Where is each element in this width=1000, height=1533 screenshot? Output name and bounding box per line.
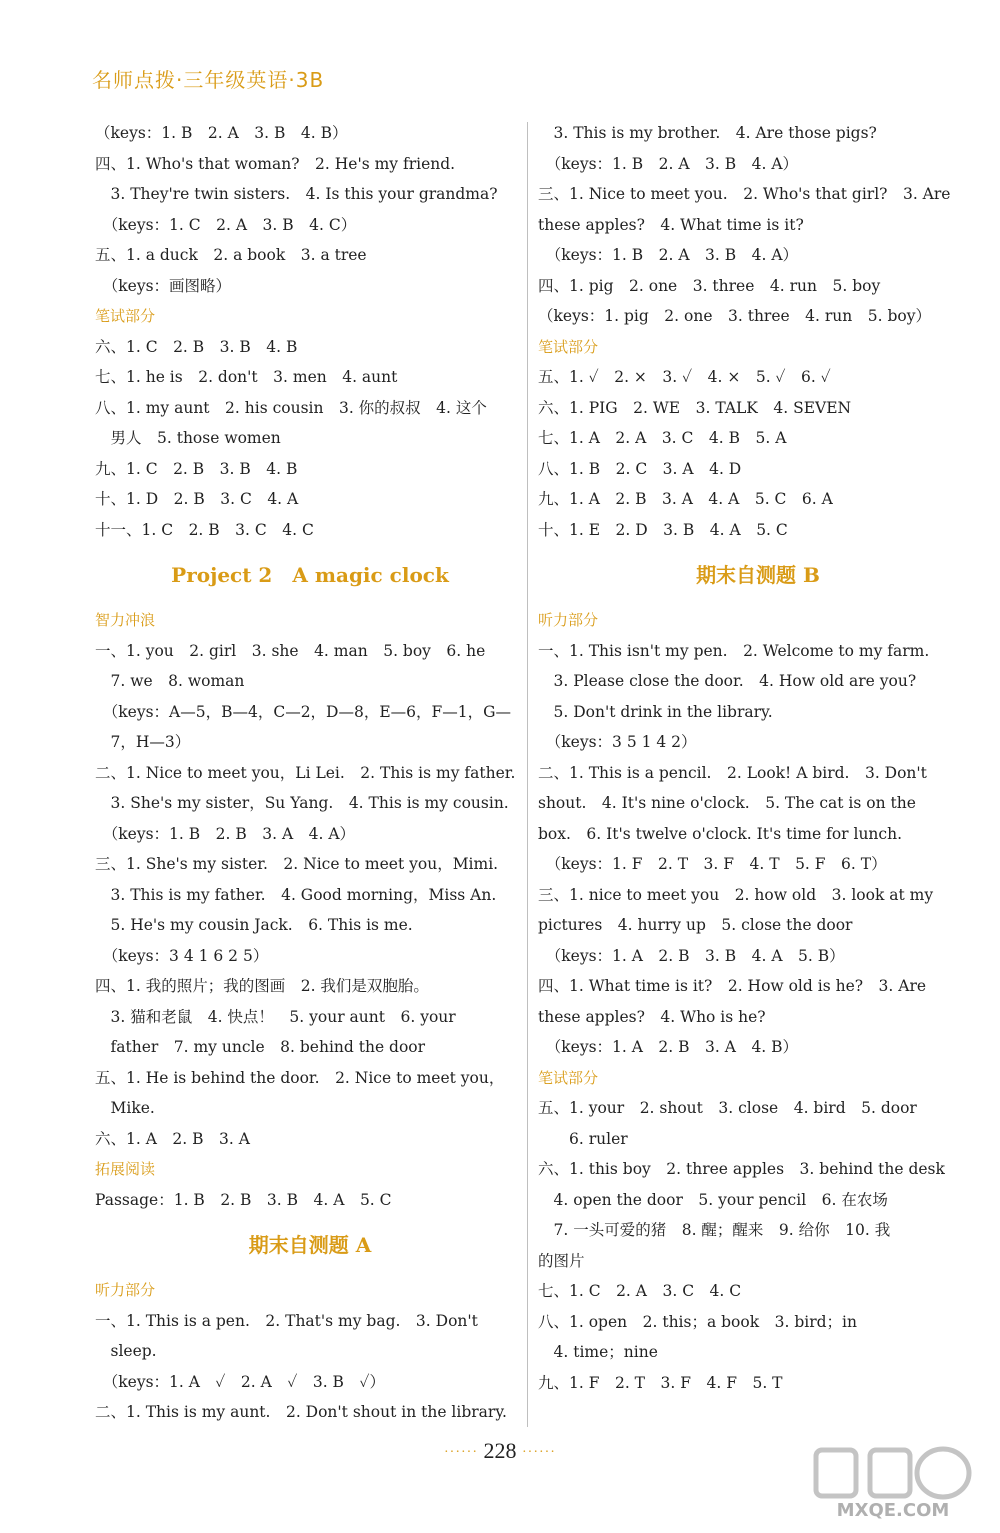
left-section-title: 期末自测题 A (248, 1233, 372, 1257)
right-subsection-label: 笔试部分 (538, 1068, 599, 1087)
right-answer-line: 八、1. open 2. this；a book 3. bird；in (538, 1312, 857, 1331)
left-answer-line: 四、1. 我的照片；我的图画 2. 我们是双胞胎。 (95, 977, 429, 995)
watermark-text: MXQE.COM (836, 1500, 950, 1521)
right-answer-line: these apples? 4. What time is it? (538, 215, 804, 234)
left-subsection-label: 听力部分 (95, 1281, 156, 1299)
right-answer-line: 八、1. B 2. C 3. A 4. D (538, 459, 742, 478)
right-answer-line: 三、1. Nice to meet you. 2. Who's that girl? 3. Are (538, 185, 951, 203)
left-answer-line: 二、1. This is my aunt. 2. Don't shout in the library. (95, 1403, 507, 1421)
right-subsection-label: 笔试部分 (538, 337, 599, 356)
left-answer-line: 三、1. She's my sister. 2. Nice to meet you，Mimi. (95, 855, 499, 873)
right-answer-line: 五、1. ✓ 2. × 3. ✓ 4. × 5. ✓ 6. ✓ (538, 368, 831, 386)
left-answer-line: sleep. (95, 1342, 157, 1360)
page-header-title: 名师点拨·三年级英语·3B (92, 68, 325, 92)
right-answer-line: （keys：1. B 2. A 3. B 4. A） (538, 246, 799, 264)
left-answer-line: 五、1. a duck 2. a book 3. a tree (95, 246, 367, 264)
left-answer-line: （keys：1. C 2. A 3. B 4. C） (95, 215, 357, 234)
left-answer-line: 四、1. Who's that woman? 2. He's my friend. (95, 154, 456, 173)
right-answer-line: 九、1. A 2. B 3. A 4. A 5. C 6. A (538, 490, 833, 508)
page-number: 228 (483, 1438, 517, 1463)
right-answer-line: 6. ruler (538, 1129, 628, 1148)
left-answer-line: 3. She's my sister，Su Yang. 4. This is my cousin. (95, 794, 509, 812)
left-answer-line: 十、1. D 2. B 3. C 4. A (95, 490, 299, 508)
right-answer-line: 九、1. F 2. T 3. F 4. F 5. T (538, 1373, 783, 1392)
left-answer-line: 一、1. you 2. girl 3. she 4. man 5. boy 6. he (95, 641, 486, 660)
left-answer-line: 九、1. C 2. B 3. B 4. B (95, 459, 298, 478)
left-answer-line: 五、1. He is behind the door. 2. Nice to meet you， (95, 1068, 505, 1087)
right-subsection-label: 听力部分 (538, 611, 599, 629)
left-answer-line: 十一、1. C 2. B 3. C 4. C (95, 520, 314, 539)
left-answer-line: 3. 猫和老鼠 4. 快点！ 5. your aunt 6. your (95, 1007, 456, 1026)
right-answer-line: 3. This is my brother. 4. Are those pigs? (538, 124, 877, 142)
left-answer-line: 二、1. Nice to meet you，Li Lei. 2. This is my father. (95, 763, 516, 782)
left-answer-line: 3. They're twin sisters. 4. Is this your grandma? (95, 185, 498, 203)
left-answer-line: （keys：A—5，B—4，C—2，D—8，E—6，F—1，G— (95, 702, 512, 721)
left-answer-line: （keys：1. B 2. A 3. B 4. B） (95, 124, 348, 142)
footer-dots-right: ······ (522, 1444, 556, 1460)
right-answer-line: （keys：1. B 2. A 3. B 4. A） (538, 154, 799, 173)
left-answer-line: （keys：1. A ✓ 2. A ✓ 3. B ✓） (95, 1372, 385, 1391)
left-answer-line: Passage：1. B 2. B 3. B 4. A 5. C (95, 1190, 392, 1209)
right-answer-line: 六、1. PIG 2. WE 3. TALK 4. SEVEN (538, 398, 852, 417)
left-answer-line: （keys：画图略） (95, 276, 232, 295)
left-answer-line: 六、1. A 2. B 3. A (95, 1129, 250, 1148)
left-answer-line: Mike. (95, 1099, 155, 1117)
left-answer-line: 3. This is my father. 4. Good morning，Miss An. (95, 885, 497, 904)
left-answer-line: （keys：1. B 2. B 3. A 4. A） (95, 824, 356, 843)
right-answer-line: 一、1. This isn't my pen. 2. Welcome to my farm. (538, 641, 930, 660)
right-answer-line: 三、1. nice to meet you 2. how old 3. look at my (538, 885, 934, 904)
left-answer-line: （keys：3 4 1 6 2 5） (95, 946, 269, 965)
right-answer-line: 4. open the door 5. your pencil 6. 在农场 (538, 1190, 888, 1209)
right-answer-line: 7. 一头可爱的猪 8. 醒；醒来 9. 给你 10. 我 (538, 1221, 891, 1239)
right-answer-line: 的图片 (538, 1251, 585, 1270)
left-answer-line: 六、1. C 2. B 3. B 4. B (95, 337, 298, 356)
footer-dots-left: ······ (444, 1444, 478, 1460)
column-divider (527, 122, 528, 1427)
right-answer-line: 四、1. What time is it? 2. How old is he? 3. Are (538, 977, 927, 995)
left-answer-line: father 7. my uncle 8. behind the door (95, 1038, 426, 1056)
right-answer-line: 五、1. your 2. shout 3. close 4. bird 5. door (538, 1099, 917, 1117)
left-subsection-label: 笔试部分 (95, 307, 156, 325)
right-answer-line: 四、1. pig 2. one 3. three 4. run 5. boy (538, 276, 881, 295)
left-answer-line: 八、1. my aunt 2. his cousin 3. 你的叔叔 4. 这个 (95, 398, 487, 417)
left-subsection-label: 智力冲浪 (95, 611, 156, 629)
right-answer-line: pictures 4. hurry up 5. close the door (538, 916, 853, 934)
left-answer-line: 5. He's my cousin Jack. 6. This is me. (95, 916, 413, 934)
right-answer-line: 七、1. A 2. A 3. C 4. B 5. A (538, 429, 787, 447)
left-section-title: Project 2 A magic clock (171, 563, 449, 587)
right-answer-line: 十、1. E 2. D 3. B 4. A 5. C (538, 520, 788, 539)
left-answer-line: 男人 5. those women (95, 429, 281, 447)
right-answer-line: 4. time；nine (538, 1343, 658, 1361)
left-subsection-label: 拓展阅读 (95, 1160, 156, 1178)
left-column (95, 118, 525, 1428)
right-answer-line: these apples? 4. Who is he? (538, 1007, 766, 1026)
right-answer-line: （keys：1. A 2. B 3. A 4. B） (538, 1038, 799, 1056)
right-column (538, 118, 978, 1398)
right-section-title: 期末自测题 B (696, 563, 820, 587)
right-answer-line: 七、1. C 2. A 3. C 4. C (538, 1282, 742, 1300)
right-answer-line: 5. Don't drink in the library. (538, 702, 773, 721)
left-answer-line: 七、1. he is 2. don't 3. men 4. aunt (95, 368, 398, 386)
left-answer-line: 7，H—3） (95, 733, 191, 751)
right-answer-line: box. 6. It's twelve o'clock. It's time for lunch. (538, 824, 903, 843)
right-answer-line: 3. Please close the door. 4. How old are you? (538, 672, 917, 690)
right-answer-line: （keys：1. A 2. B 3. B 4. A 5. B） (538, 946, 845, 965)
right-answer-line: （keys：3 5 1 4 2） (538, 733, 697, 751)
right-answer-line: （keys：1. F 2. T 3. F 4. T 5. F 6. T） (538, 855, 887, 873)
right-answer-line: 六、1. this boy 2. three apples 3. behind the desk (538, 1160, 945, 1178)
left-answer-line: 7. we 8. woman (95, 672, 245, 690)
left-answer-line: 一、1. This is a pen. 2. That's my bag. 3. Don't (95, 1311, 478, 1330)
right-answer-line: 二、1. This is a pencil. 2. Look! A bird. 3. Don't (538, 763, 927, 782)
right-answer-line: shout. 4. It's nine o'clock. 5. The cat is on the (538, 794, 916, 812)
right-answer-line: （keys：1. pig 2. one 3. three 4. run 5. boy） (538, 307, 931, 325)
